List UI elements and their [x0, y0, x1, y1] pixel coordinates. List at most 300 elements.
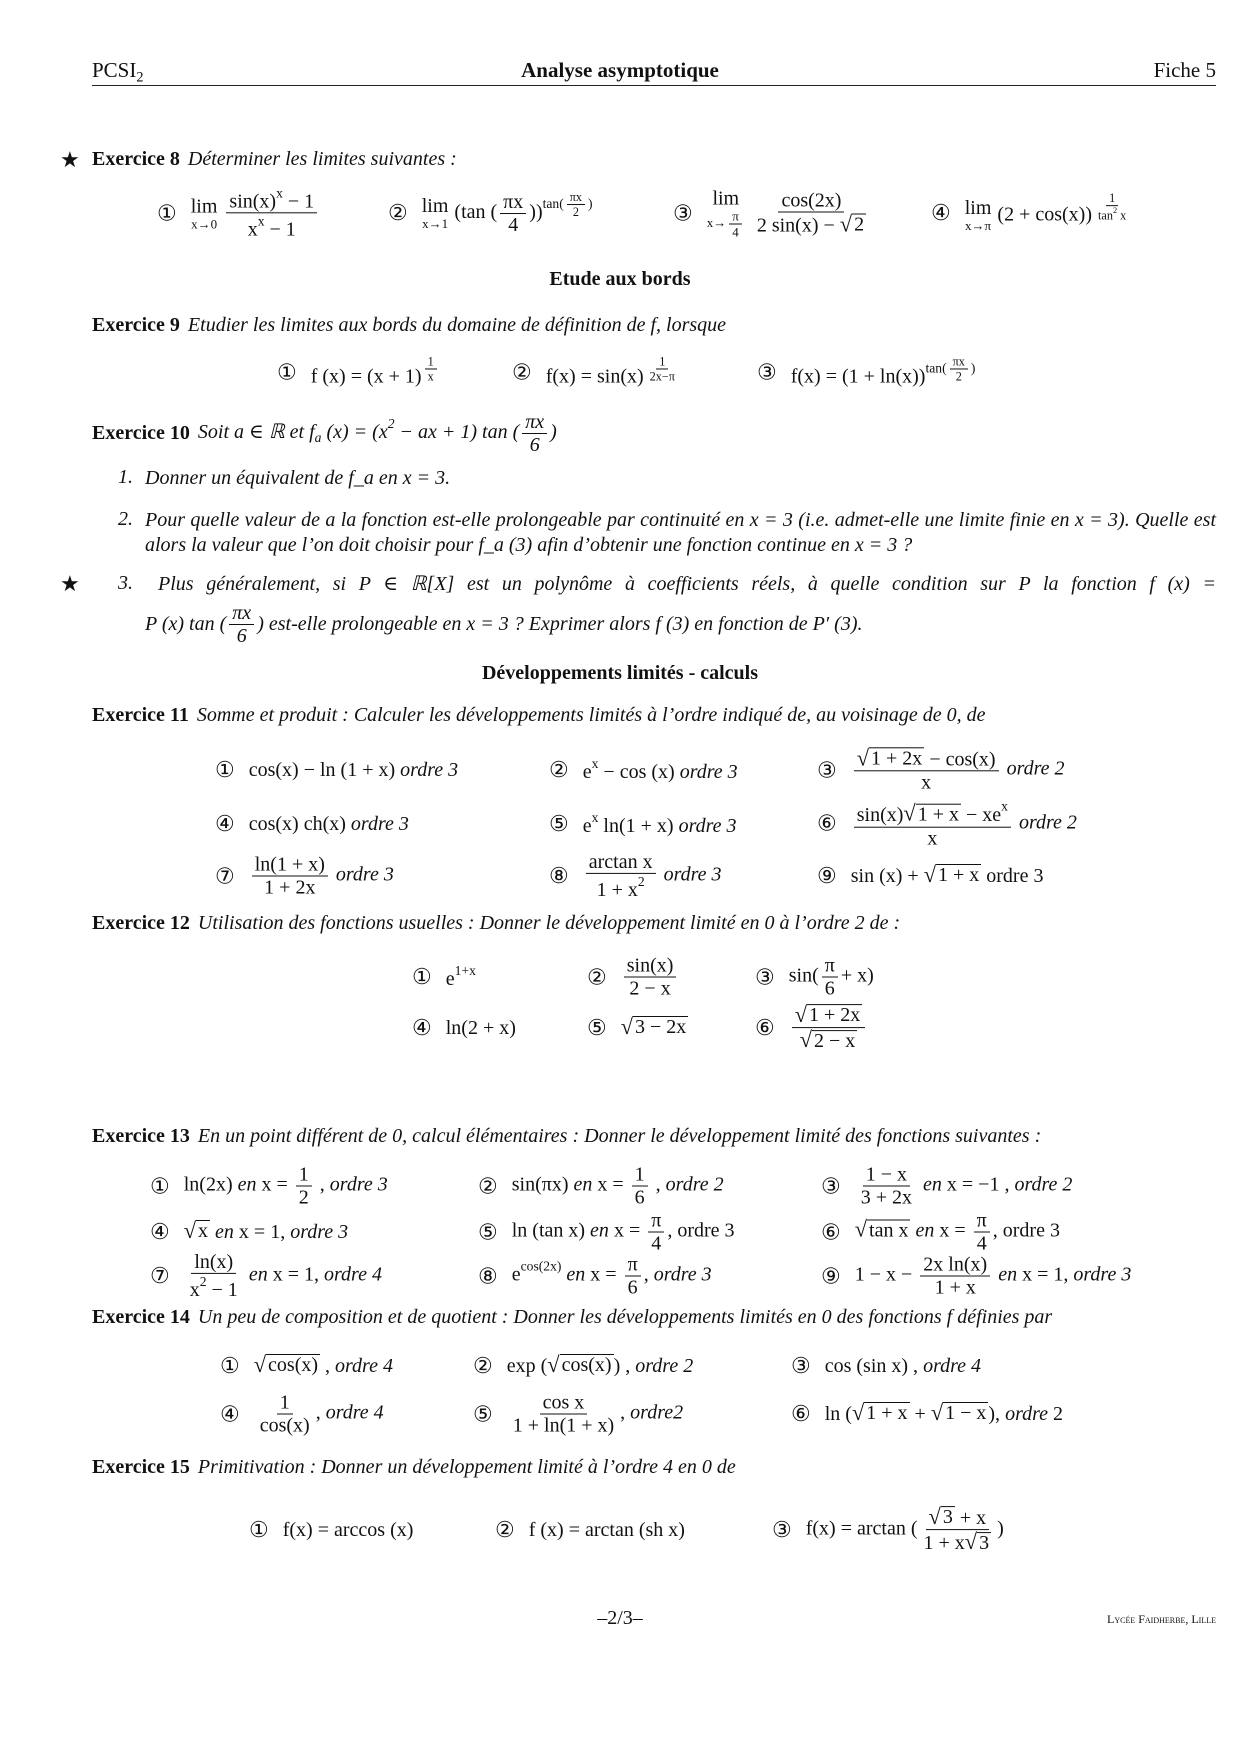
- square-root: [857, 747, 925, 769]
- radicand: [936, 864, 981, 886]
- superscript: [388, 416, 395, 431]
- math-text: cos(x): [259, 1414, 310, 1437]
- math-text: ,: [643, 1263, 654, 1286]
- fraction: [226, 186, 317, 239]
- math-text: x =: [585, 1263, 622, 1286]
- formula-item: [150, 1219, 348, 1245]
- formula: [512, 1211, 735, 1254]
- formula: [512, 1255, 712, 1298]
- class-name: PCSI: [92, 58, 137, 82]
- numerator: [296, 1165, 312, 1187]
- radical-sign: √: [856, 745, 870, 771]
- lim-operator: lim: [964, 197, 992, 220]
- formula: [789, 1004, 869, 1052]
- numerator: [632, 1165, 648, 1187]
- formula-item: [412, 963, 476, 991]
- formula: [855, 1211, 1060, 1254]
- math-text: x = 1,: [233, 1221, 291, 1243]
- fraction: [754, 190, 869, 235]
- item-number: ①: [157, 200, 177, 225]
- numerator: [974, 1211, 990, 1233]
- denominator: [187, 1274, 241, 1300]
- fraction: [625, 1255, 641, 1298]
- math-text: ,: [315, 1401, 326, 1424]
- formula-item: [473, 1353, 693, 1379]
- header-rule: [92, 85, 1216, 86]
- item-number: ⑥: [791, 1401, 811, 1426]
- formula: [446, 1017, 516, 1040]
- item-number: ③: [821, 1173, 841, 1198]
- formula: [851, 800, 1077, 849]
- formula-item: [150, 1165, 388, 1208]
- math-text: x: [927, 827, 938, 850]
- formula-item: [549, 810, 737, 838]
- math-text: 2 − x: [629, 977, 671, 1000]
- section-heading-bords: Etude aux bords: [549, 268, 691, 290]
- radical-sign: √: [851, 1400, 865, 1425]
- item-number: ④: [215, 811, 235, 836]
- math-text: x =: [934, 1219, 971, 1242]
- item-number: ⑤: [549, 811, 569, 836]
- item-number: ⑥: [755, 1015, 775, 1040]
- denominator: [921, 1531, 995, 1554]
- italic-text: ordre 2: [1006, 757, 1065, 780]
- math-text: x: [591, 809, 599, 825]
- italic-text: ordre 3: [329, 1173, 388, 1196]
- math-text: )): [529, 201, 543, 224]
- radicand: [807, 1005, 862, 1027]
- formula-item: [215, 855, 394, 898]
- math-text: f (x) = (x + 1): [310, 365, 422, 388]
- item-number: ②: [473, 1353, 493, 1378]
- superscript: [200, 1274, 207, 1289]
- math-text: e: [582, 761, 592, 784]
- square-root: [799, 1027, 858, 1053]
- superscript: [276, 185, 283, 200]
- math-text: πx: [952, 354, 965, 369]
- math-text: sin(πx): [511, 1173, 574, 1196]
- italic-text: ordre 3: [400, 758, 459, 781]
- item-number: ③: [757, 358, 777, 384]
- math-text: ): [550, 421, 557, 444]
- radical-sign: √: [923, 862, 936, 887]
- denominator: [974, 1233, 990, 1254]
- italic-text: en: [590, 1219, 609, 1242]
- fraction: [296, 1165, 312, 1208]
- formula-item: [587, 956, 679, 999]
- formula: [825, 1355, 981, 1378]
- limit: [191, 195, 218, 231]
- numerator: [586, 852, 656, 874]
- class-subscript: 2: [136, 69, 144, 86]
- math-text: − ax + 1) tan (: [394, 421, 520, 444]
- fraction: [920, 1255, 990, 1298]
- math-text: ,: [650, 1173, 666, 1196]
- item-number: ④: [220, 1401, 240, 1426]
- math-text: ): [588, 195, 593, 211]
- math-text: cos(2x): [520, 1258, 562, 1274]
- italic-text: en: [915, 1219, 935, 1242]
- item-number: ③: [772, 1517, 792, 1542]
- square-root: [254, 1354, 320, 1376]
- denominator: [953, 370, 965, 383]
- header-title: Analyse asymptotique: [521, 58, 719, 82]
- formula: [446, 963, 476, 991]
- italic-text: ordre 4: [923, 1354, 982, 1377]
- math-text: x→: [706, 214, 727, 230]
- formula: [546, 355, 681, 388]
- exercise-label: Exercice 8: [92, 148, 180, 170]
- denominator: [296, 1187, 312, 1208]
- formula: [965, 192, 1133, 234]
- math-text: 1 + 2x: [264, 876, 316, 899]
- math-text: f(x) = (1 + ln(x)): [790, 365, 926, 388]
- exercise-8-heading: [92, 148, 457, 171]
- item-number: ③: [817, 757, 837, 782]
- square-root: [795, 1004, 863, 1026]
- fraction: [522, 412, 547, 455]
- math-text: x→0: [191, 215, 218, 231]
- exercise-11-heading: [92, 704, 986, 727]
- superscript: [521, 1258, 562, 1273]
- denominator: [647, 370, 678, 383]
- math-text: +: [909, 1403, 931, 1425]
- item-number: ④: [150, 1219, 170, 1244]
- math-text: ) est-elle prolongeable en x = 3 ? Exprimer alors f (3) en fonction de P′ (3).: [257, 613, 863, 635]
- math-text: 1: [634, 1163, 645, 1186]
- formula: [583, 756, 738, 784]
- fraction: [729, 210, 742, 239]
- math-text: + x): [840, 964, 874, 987]
- math-text: 6: [627, 1276, 638, 1299]
- formula-item: [157, 186, 320, 239]
- italic-text: en: [566, 1263, 586, 1286]
- radicand: [869, 748, 924, 770]
- item-number: ②: [512, 358, 532, 384]
- item-number: ⑤: [473, 1401, 493, 1426]
- math-text: arctan x: [588, 850, 653, 873]
- item-number: ①: [249, 1517, 269, 1542]
- math-text: sin(x): [856, 803, 904, 826]
- square-root: [931, 1402, 989, 1424]
- italic-text: ordre 3: [679, 761, 738, 784]
- math-text: x→1: [422, 216, 449, 232]
- exercise-statement: Utilisation des fonctions usuelles : Donner le développement limité en 0 à l’ordre 2 de :: [197, 912, 901, 934]
- item-number: ⑥: [817, 811, 837, 836]
- math-text: ln(x): [194, 1250, 234, 1273]
- math-text: ) ,: [613, 1355, 636, 1377]
- formula: [855, 1165, 1073, 1208]
- math-text: 2: [298, 1186, 309, 1209]
- math-text: 2: [387, 415, 395, 431]
- exercise-statement: Etudier les limites aux bords du domaine de définition de f, lorsque: [187, 314, 727, 336]
- numerator: [229, 603, 254, 625]
- italic-text: ordre 3: [663, 863, 722, 886]
- math-text: cos(x) − ln (1 + x): [248, 758, 401, 781]
- math-text: 6: [634, 1186, 645, 1209]
- exercise-statement: En un point différent de 0, calcul élémentaires : Donner le développement limité des fonctions suivantes :: [197, 1125, 1042, 1147]
- italic-text: en: [237, 1173, 257, 1196]
- italic-text: ordre 3: [290, 1221, 349, 1243]
- lim-operator: lim: [421, 195, 449, 218]
- lim-operator: lim: [190, 194, 218, 217]
- fraction: [624, 956, 677, 999]
- denominator: [924, 827, 940, 848]
- math-text: − 1: [206, 1279, 238, 1302]
- formula-item: [473, 1393, 683, 1436]
- formula: [583, 810, 737, 838]
- formula: [707, 188, 872, 239]
- exercise-statement: Un peu de composition et de quotient : Donner les développements limités en 0 des fonctions f définies par: [197, 1306, 1053, 1328]
- formula: [191, 186, 320, 239]
- denominator: [594, 874, 648, 900]
- formula: [184, 1252, 382, 1300]
- italic-text: en: [215, 1221, 234, 1243]
- formula-item: [755, 956, 874, 999]
- math-text: ln(1 + x): [254, 853, 325, 876]
- formula: [583, 852, 722, 900]
- math-text: 3: [979, 1531, 990, 1554]
- exercise-13-heading: [92, 1125, 1041, 1148]
- numerator: [778, 190, 844, 212]
- math-text: x: [276, 185, 283, 201]
- formula: [621, 956, 680, 999]
- lim-subscript: [707, 210, 745, 239]
- italic-text: ordre 3: [350, 812, 409, 835]
- formula: [806, 1506, 1004, 1554]
- item-number: ③: [673, 200, 693, 225]
- math-text: 6: [824, 977, 835, 1000]
- formula-item: [249, 1517, 413, 1543]
- math-text: x: [591, 755, 599, 771]
- denominator: [648, 1233, 664, 1254]
- formula: [283, 1519, 414, 1542]
- denominator: [505, 214, 521, 235]
- math-text: (2 + cos(x)): [997, 203, 1092, 226]
- denominator: [570, 205, 582, 218]
- radicand: [266, 1354, 320, 1376]
- item-number: ⑦: [215, 863, 235, 888]
- math-text: 3 + 2x: [860, 1186, 913, 1209]
- italic-text: ordre2: [630, 1401, 684, 1424]
- italic-text: ordre 2: [1014, 1173, 1073, 1196]
- math-text: x = 1,: [1017, 1263, 1074, 1286]
- math-text: ,: [314, 1173, 330, 1196]
- formula: [507, 1354, 693, 1378]
- item-number: ⑤: [587, 1015, 607, 1040]
- fraction: [647, 355, 678, 382]
- denominator: [626, 978, 673, 999]
- exercise-label: Exercice 9: [92, 314, 180, 336]
- formula-item: [817, 747, 1065, 792]
- formula-item: [817, 863, 1043, 889]
- star-icon: ★: [60, 571, 80, 596]
- math-text: x =: [256, 1173, 293, 1196]
- numerator: [854, 800, 1011, 828]
- square-root: [929, 1506, 955, 1528]
- italic-text: en: [998, 1263, 1018, 1286]
- math-text: ): [970, 360, 976, 376]
- radicand: [812, 1030, 857, 1052]
- exercise-statement: Somme et produit : Calculer les développements limités à l’ordre indiqué de, au voisinage de 0, de: [196, 704, 986, 726]
- math-text: πx: [525, 411, 545, 433]
- math-text: 1: [427, 354, 434, 369]
- square-root: [852, 1402, 910, 1424]
- limit: [965, 198, 992, 234]
- denominator: [625, 1277, 641, 1298]
- formula: [621, 1016, 689, 1040]
- denominator: [858, 1187, 915, 1208]
- exercise-label: Exercice 15: [92, 1456, 190, 1478]
- math-text: cos (sin x) ,: [824, 1354, 924, 1377]
- math-text: π: [732, 208, 739, 224]
- formula-item: [587, 1015, 688, 1041]
- formula: [254, 1393, 384, 1436]
- fraction: [187, 1252, 241, 1300]
- italic-text: en: [573, 1173, 593, 1196]
- math-text: exp (: [506, 1355, 548, 1377]
- denominator: [729, 225, 742, 239]
- item-number: ②: [549, 757, 569, 782]
- numerator: [920, 1255, 990, 1277]
- item-number: ④: [931, 200, 951, 225]
- italic-text: ordre 2: [635, 1355, 694, 1377]
- math-text: 1 − x −: [854, 1263, 918, 1286]
- math-text: sin(: [788, 964, 819, 987]
- exercise-label: Exercice 14: [92, 1306, 190, 1328]
- formula-item: [817, 800, 1077, 849]
- italic-text: ordre 3: [1073, 1263, 1132, 1286]
- section-heading-dl: Développements limités - calculs: [481, 662, 759, 684]
- math-text: π: [976, 1209, 987, 1232]
- question-number: 2.: [118, 508, 133, 530]
- fraction: [632, 1165, 648, 1208]
- formula: [789, 956, 874, 999]
- denominator: [1095, 206, 1129, 221]
- formula-item: [388, 191, 593, 235]
- fraction: [257, 1393, 313, 1436]
- math-text: 1 + x: [923, 1532, 965, 1555]
- item-number: ③: [755, 964, 775, 989]
- radicand: [633, 1016, 688, 1038]
- formula: [851, 747, 1065, 792]
- math-text: π: [627, 1253, 638, 1276]
- question-number: 3.: [118, 572, 133, 594]
- item-number: ⑤: [478, 1219, 498, 1244]
- limit: [422, 195, 449, 231]
- formula-item: [478, 1211, 735, 1254]
- math-text: 6: [236, 625, 247, 647]
- math-text: P (x) tan (: [145, 613, 227, 635]
- denominator: [918, 772, 934, 793]
- question-1: Donner un équivalent de f_a en x = 3.: [145, 467, 451, 489]
- math-text: x =: [592, 1173, 629, 1196]
- square-root: [854, 1216, 911, 1242]
- math-text: − 1: [264, 218, 296, 241]
- formula-item: [791, 1401, 1063, 1427]
- italic-text: en: [248, 1263, 268, 1286]
- radicand: [560, 1354, 614, 1376]
- math-text: (x) = (x: [321, 421, 388, 444]
- numerator: [540, 1393, 588, 1415]
- formula-item: [150, 1252, 382, 1300]
- item-number: ②: [478, 1173, 498, 1198]
- formula-item: [495, 1517, 685, 1543]
- radical-sign: √: [928, 1504, 941, 1530]
- numerator: [648, 1211, 664, 1233]
- formula-item: [512, 355, 681, 388]
- square-root: [924, 864, 982, 886]
- radical-sign: √: [930, 1400, 944, 1425]
- square-root: [840, 213, 866, 235]
- math-text: e: [582, 815, 592, 838]
- item-number: ①: [277, 358, 297, 384]
- lim-operator: lim: [712, 187, 740, 210]
- school-name: Lycée Faidherbe, Lille: [1107, 1612, 1216, 1626]
- math-text: cos x: [542, 1391, 585, 1414]
- formula-item: [772, 1506, 1004, 1554]
- item-number: ⑥: [821, 1219, 841, 1244]
- radical-sign: √: [183, 1218, 197, 1243]
- item-number: ③: [791, 1353, 811, 1378]
- math-text: 2: [854, 213, 865, 236]
- item-number: ①: [150, 1173, 170, 1198]
- exercise-9-heading: [92, 314, 726, 337]
- denominator: [261, 877, 318, 898]
- item-number: ⑨: [821, 1263, 841, 1288]
- math-text: 2: [955, 369, 962, 384]
- formula: [311, 355, 440, 388]
- fraction: [1095, 192, 1129, 222]
- math-text: x = −1 ,: [941, 1173, 1015, 1196]
- math-text: x: [257, 213, 265, 229]
- math-text: x: [1117, 208, 1127, 223]
- numerator: [567, 191, 585, 205]
- math-text: 1: [659, 354, 666, 369]
- math-text: − xe: [960, 803, 1002, 826]
- math-text: 4: [651, 1232, 662, 1255]
- radical-sign: √: [964, 1529, 978, 1555]
- page-number: –2/3–: [597, 1607, 643, 1629]
- math-text: ln (: [824, 1403, 852, 1425]
- radicand: [852, 214, 866, 236]
- lim-subscript: [965, 220, 991, 234]
- math-text: 1 + ln(1 + x): [512, 1414, 615, 1437]
- denominator: [932, 1277, 979, 1298]
- radical-sign: √: [854, 1216, 868, 1242]
- radicand: [864, 1402, 909, 1424]
- superscript: [542, 190, 593, 220]
- formula-item: [549, 852, 722, 900]
- formula: [249, 759, 458, 782]
- formula: [851, 864, 1044, 888]
- radicand: [196, 1220, 210, 1242]
- numerator: [863, 1165, 910, 1187]
- formula-item: [478, 1255, 712, 1298]
- math-text: x: [189, 1279, 200, 1302]
- fraction: [586, 852, 656, 900]
- math-text: 1: [298, 1163, 309, 1186]
- math-text: ,: [620, 1401, 631, 1424]
- math-text: 1 + x: [937, 864, 980, 887]
- superscript: [422, 354, 440, 384]
- formula: [249, 855, 394, 898]
- italic-text: ordre 4: [335, 1355, 393, 1377]
- formula-item: [821, 1165, 1072, 1208]
- exercise-label: Exercice 13: [92, 1125, 190, 1147]
- question-3-line-1: Plus généralement, si P ∈ ℝ[X] est un polynôme à coefficients réels, à quelle condition sur P la fonction f (x) =: [158, 573, 1216, 595]
- math-text: cos(x) ch(x): [248, 812, 351, 835]
